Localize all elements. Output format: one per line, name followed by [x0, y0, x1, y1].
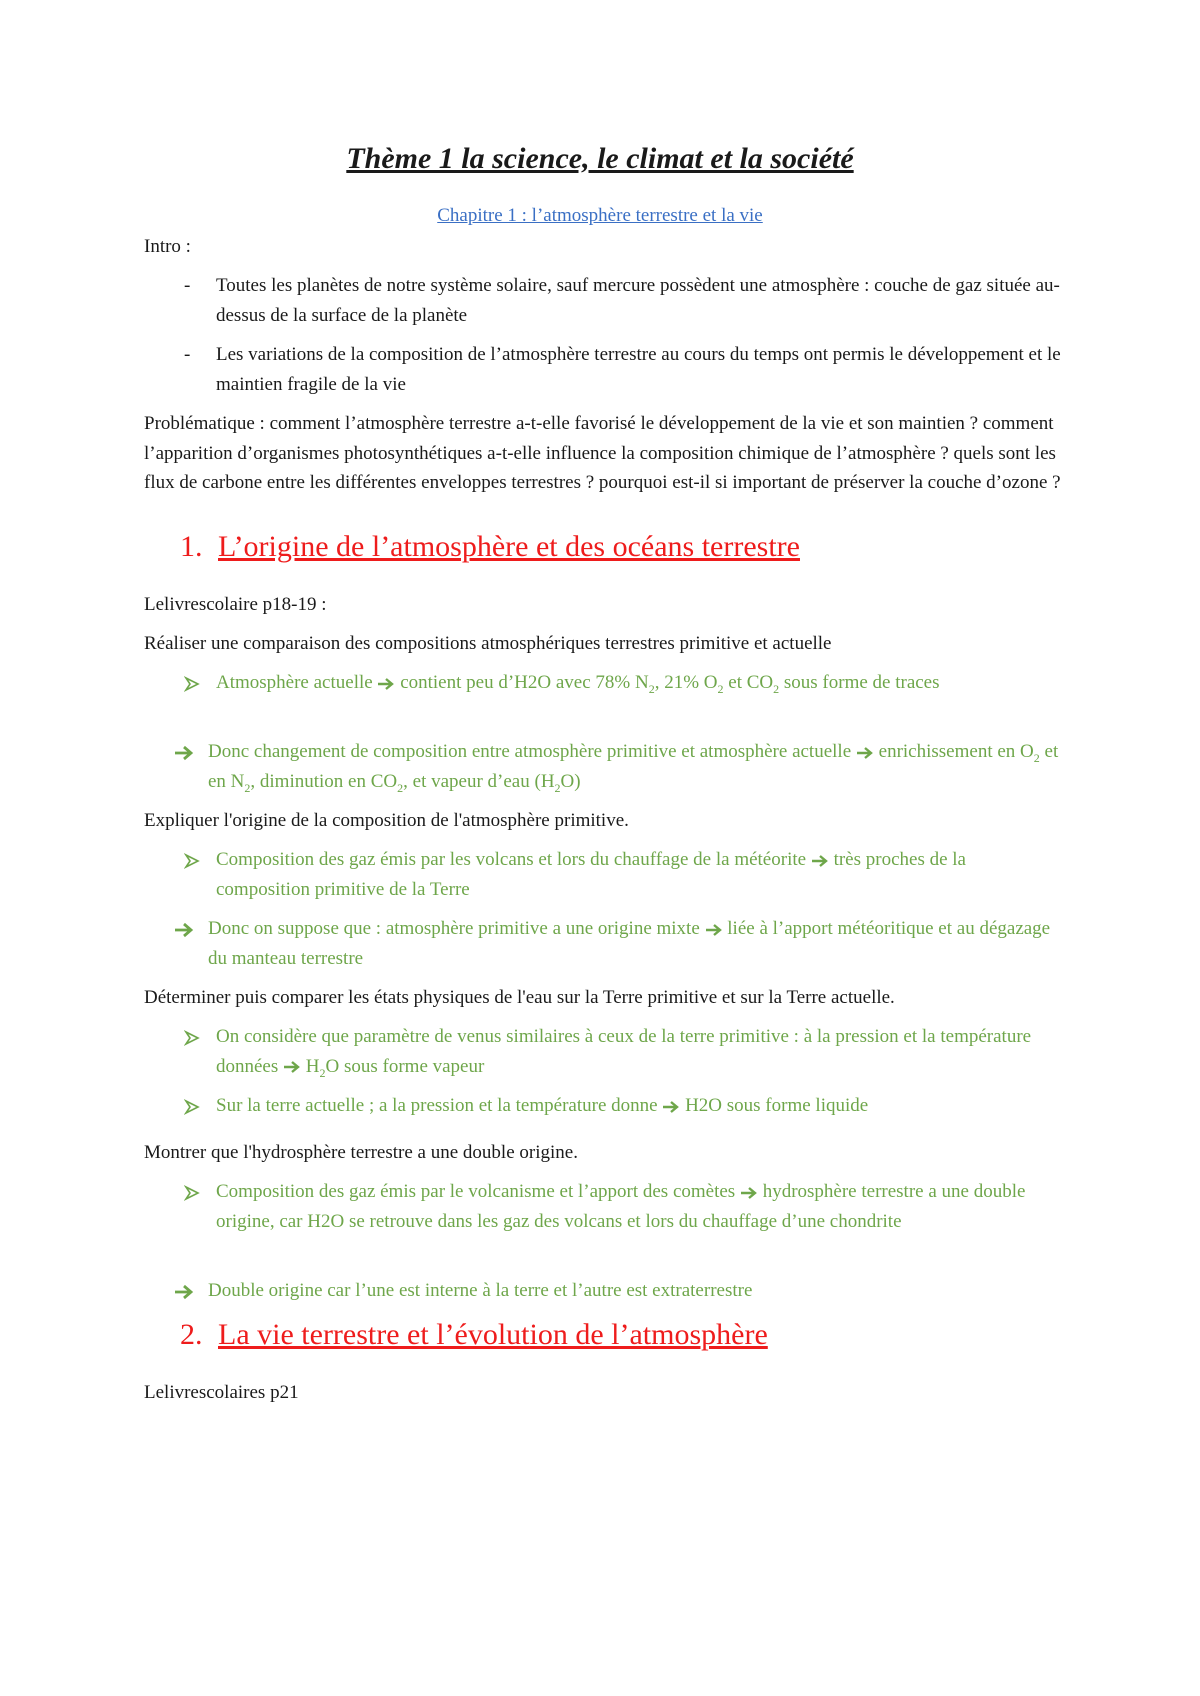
- t3-b2-a: Sur la terre actuelle ; a la pression et la température donne: [216, 1095, 658, 1116]
- t1-b2-c: et en N: [208, 741, 1059, 792]
- chapter-link[interactable]: Chapitre 1 : l’atmosphère terrestre et la vie: [437, 205, 763, 226]
- t1-b1-e: sous forme de traces: [779, 672, 940, 693]
- task-3: Déterminer puis comparer les états physiques de l'eau sur la Terre primitive et sur la Terre actuelle.: [144, 987, 895, 1008]
- section-2-number: 2.: [180, 1318, 203, 1351]
- intro-label: Intro :: [144, 236, 191, 257]
- t1-b2-sub2: 2: [244, 780, 251, 795]
- t1-b2-sub1: 2: [1033, 750, 1040, 765]
- page-title: Thème 1 la science, le climat et la société: [346, 142, 854, 175]
- problematique: Problématique : comment l’atmosphère terrestre a-t-elle favorisé le développement de la vie et son maintien ? comment l’apparition d’organismes photosynthétiques a-t-elle influence la composition chimique de l’atmosphère ? quels sont les flux de carbone entre les différentes enveloppes terrestres ? pourquoi est-il si important de préserver la couche d’ozone ?: [144, 413, 1061, 493]
- list-item: [144, 668, 1064, 728]
- t1-b2-b: enrichissement en O: [878, 741, 1034, 762]
- t1-b2-a: Donc changement de composition entre atmosphère primitive et atmosphère actuelle: [208, 741, 852, 762]
- right-arrow-icon: [811, 849, 829, 870]
- t2-b1-b: très proches de la composition primitive de la Terre: [216, 849, 966, 900]
- right-arrow-icon: [662, 1095, 680, 1116]
- t1-b1-sub3: 2: [773, 681, 780, 696]
- section-2-title: La vie terrestre et l’évolution de l’atmosphère: [218, 1318, 768, 1351]
- right-arrow-icon: [705, 918, 723, 939]
- t1-b2-e: , et vapeur d’eau (H: [403, 770, 555, 792]
- right-arrow-icon: [174, 1276, 194, 1306]
- task-2: Expliquer l'origine de la composition de l'atmosphère primitive.: [144, 810, 629, 831]
- task-4: Montrer que l'hydrosphère terrestre a une double origine.: [144, 1142, 578, 1163]
- dash-icon: -: [184, 275, 191, 296]
- right-arrow-icon: [174, 914, 194, 944]
- t3-b1-b: H: [305, 1055, 320, 1077]
- list-item: [144, 340, 1064, 400]
- list-item: [144, 737, 1064, 797]
- t4-b1-a: Composition des gaz émis par le volcanisme et l’apport des comètes: [216, 1181, 736, 1202]
- t2-b2-a: Donc on suppose que : atmosphère primitive a une origine mixte: [208, 918, 700, 939]
- list-item: [144, 914, 1064, 974]
- list-item-text: Toutes les planètes de notre système solaire, sauf mercure possèdent une atmosphère : couche de gaz située au-dessus de la surface de la planète: [216, 275, 1060, 326]
- right-arrow-icon: [174, 737, 194, 767]
- t1-b2-d: , diminution en CO: [250, 770, 398, 792]
- section-2-heading: [180, 1318, 768, 1352]
- right-arrow-icon: [377, 672, 395, 693]
- t2-b1-a: Composition des gaz émis par les volcans et lors du chauffage de la météorite: [216, 849, 807, 870]
- list-item: [144, 1177, 1064, 1267]
- t1-b1-a: Atmosphère actuelle: [216, 672, 373, 693]
- list-item-text: Les variations de la composition de l’atmosphère terrestre au cours du temps ont permis le développement et le maintien fragile de la vie: [216, 344, 1061, 395]
- right-arrow-icon: [740, 1181, 758, 1202]
- task-1: Réaliser une comparaison des compositions atmosphériques terrestres primitive et actuelle: [144, 633, 832, 654]
- t1-b2-sub4: 2: [554, 780, 561, 795]
- t1-b1-d: et CO: [723, 672, 774, 693]
- section-1-heading: [180, 530, 800, 564]
- list-item: [144, 1091, 1064, 1121]
- t3-b1-c: O sous forme vapeur: [325, 1055, 485, 1077]
- chevron-bullet-icon: [184, 1022, 200, 1052]
- t1-b1-b: contient peu d’H2O avec 78% N: [400, 672, 649, 693]
- reference-2: Lelivrescolaires p21: [144, 1382, 299, 1403]
- chevron-bullet-icon: [184, 1091, 200, 1121]
- dash-icon: -: [184, 344, 191, 365]
- section-1-number: 1.: [180, 530, 203, 563]
- t3-b1-a: On considère que paramètre de venus similaires à ceux de la terre primitive : à la pression et la température données: [216, 1026, 1032, 1077]
- right-arrow-icon: [283, 1056, 301, 1077]
- t1-b2-f: O): [560, 770, 581, 792]
- t3-b2-b: H2O sous forme liquide: [685, 1095, 869, 1116]
- list-item: [144, 845, 1064, 905]
- list-item: [144, 1022, 1064, 1082]
- right-arrow-icon: [856, 741, 874, 762]
- t2-b2-b: liée à l’apport météoritique et au dégazage du manteau terrestre: [208, 918, 1051, 969]
- section-1-title: L’origine de l’atmosphère et des océans terrestre: [218, 530, 800, 563]
- list-item: [144, 271, 1064, 331]
- t4-b1-b: hydrosphère terrestre a une double origine, car H2O se retrouve dans les gaz des volcans et lors du chauffage d’une chondrite: [216, 1181, 1026, 1232]
- t3-b1-sub1: 2: [319, 1065, 326, 1080]
- t4-b2-a: Double origine car l’une est interne à la terre et l’autre est extraterrestre: [208, 1280, 753, 1301]
- reference-1: Lelivrescolaire p18-19 :: [144, 594, 327, 615]
- t1-b1-c: , 21% O: [654, 672, 718, 693]
- chevron-bullet-icon: [184, 1177, 200, 1207]
- chevron-bullet-icon: [184, 845, 200, 875]
- list-item: [144, 1276, 1064, 1306]
- t1-b1-sub1: 2: [648, 681, 655, 696]
- t1-b2-sub3: 2: [397, 780, 404, 795]
- chevron-bullet-icon: [184, 668, 200, 698]
- t1-b1-sub2: 2: [717, 681, 724, 696]
